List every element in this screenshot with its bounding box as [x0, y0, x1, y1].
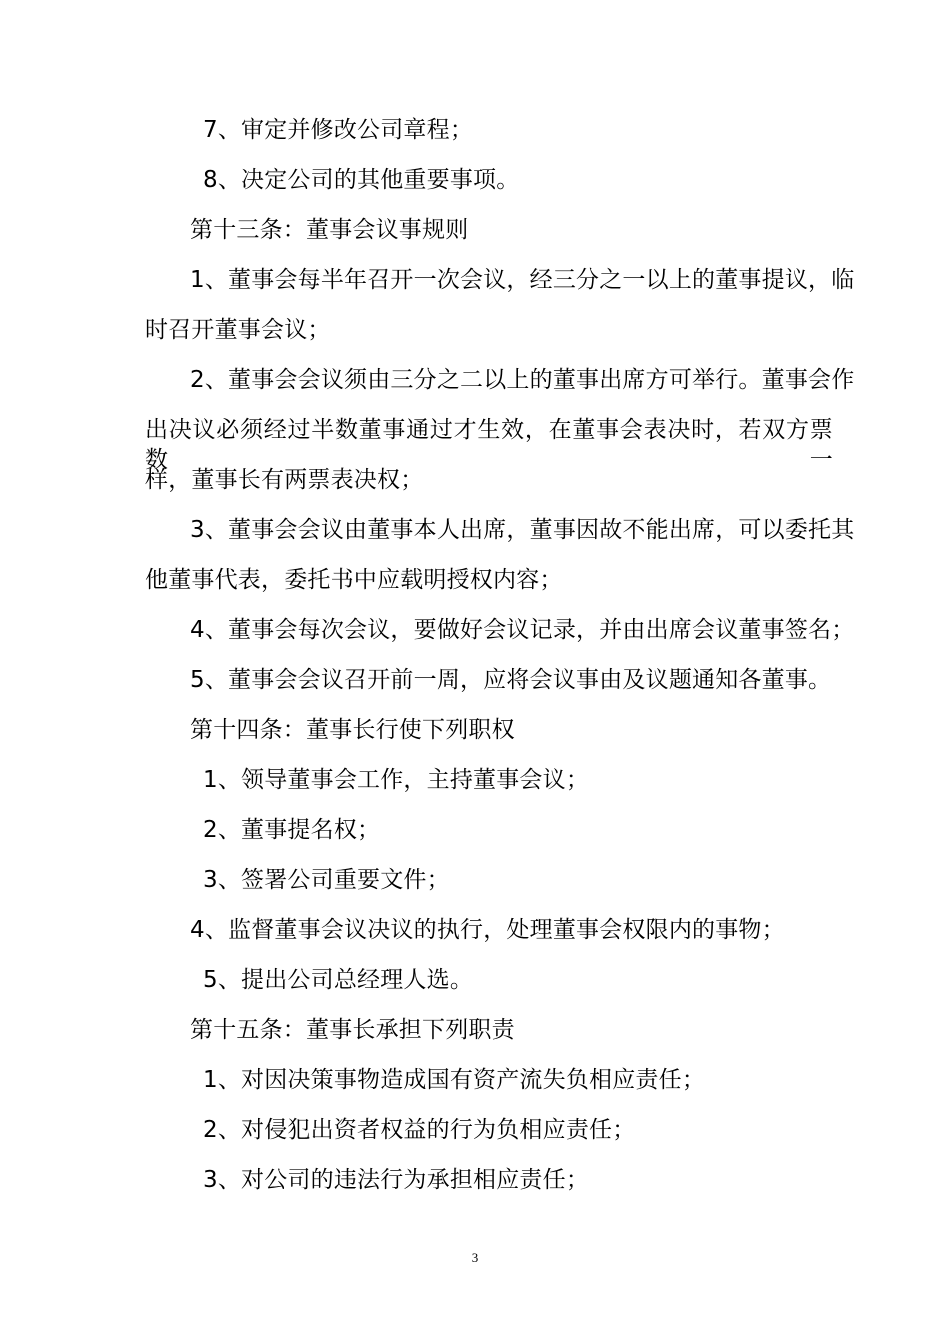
text-line: 时召开董事会议；: [145, 317, 331, 343]
text-line: 1、董事会每半年召开一次会议，经三分之一以上的董事提议，临: [190, 267, 855, 293]
text-line: 2、对侵犯出资者权益的行为负相应责任；: [203, 1117, 636, 1143]
text-line: 他董事代表，委托书中应载明授权内容；: [145, 567, 563, 593]
text-line: 2、董事会会议须由三分之二以上的董事出席方可举行。董事会作: [190, 367, 855, 393]
text-line: 1、对因决策事物造成国有资产流失负相应责任；: [203, 1067, 706, 1093]
text-line: 1、领导董事会工作，主持董事会议；: [203, 767, 590, 793]
text-line: 5、董事会会议召开前一周，应将会议事由及议题通知各董事。: [190, 667, 832, 693]
text-line: 4、监督董事会议决议的执行，处理董事会权限内的事物；: [190, 917, 785, 943]
text-line: 出决议必须经过半数董事通过才生效，在董事会表决时，若双方票数一: [145, 417, 833, 473]
section-heading: 第十五条：董事长承担下列职责: [190, 1017, 515, 1043]
text-line: 4、董事会每次会议，要做好会议记录，并由出席会议董事签名；: [190, 617, 855, 643]
text-line: 3、董事会会议由董事本人出席，董事因故不能出席，可以委托其: [190, 517, 855, 543]
text-line: 样，董事长有两票表决权；: [145, 467, 424, 493]
text-line: 3、对公司的违法行为承担相应责任；: [203, 1167, 590, 1193]
page-number: 3: [471, 1250, 479, 1265]
text-line: 3、签署公司重要文件；: [203, 867, 450, 893]
text-line: 8、决定公司的其他重要事项。: [203, 167, 520, 193]
section-heading: 第十四条：董事长行使下列职权: [190, 717, 515, 743]
text-line: 7、审定并修改公司章程；: [203, 117, 474, 143]
section-heading: 第十三条：董事会议事规则: [190, 217, 469, 243]
text-line: 5、提出公司总经理人选。: [203, 967, 474, 993]
text-line: 2、董事提名权；: [203, 817, 381, 843]
